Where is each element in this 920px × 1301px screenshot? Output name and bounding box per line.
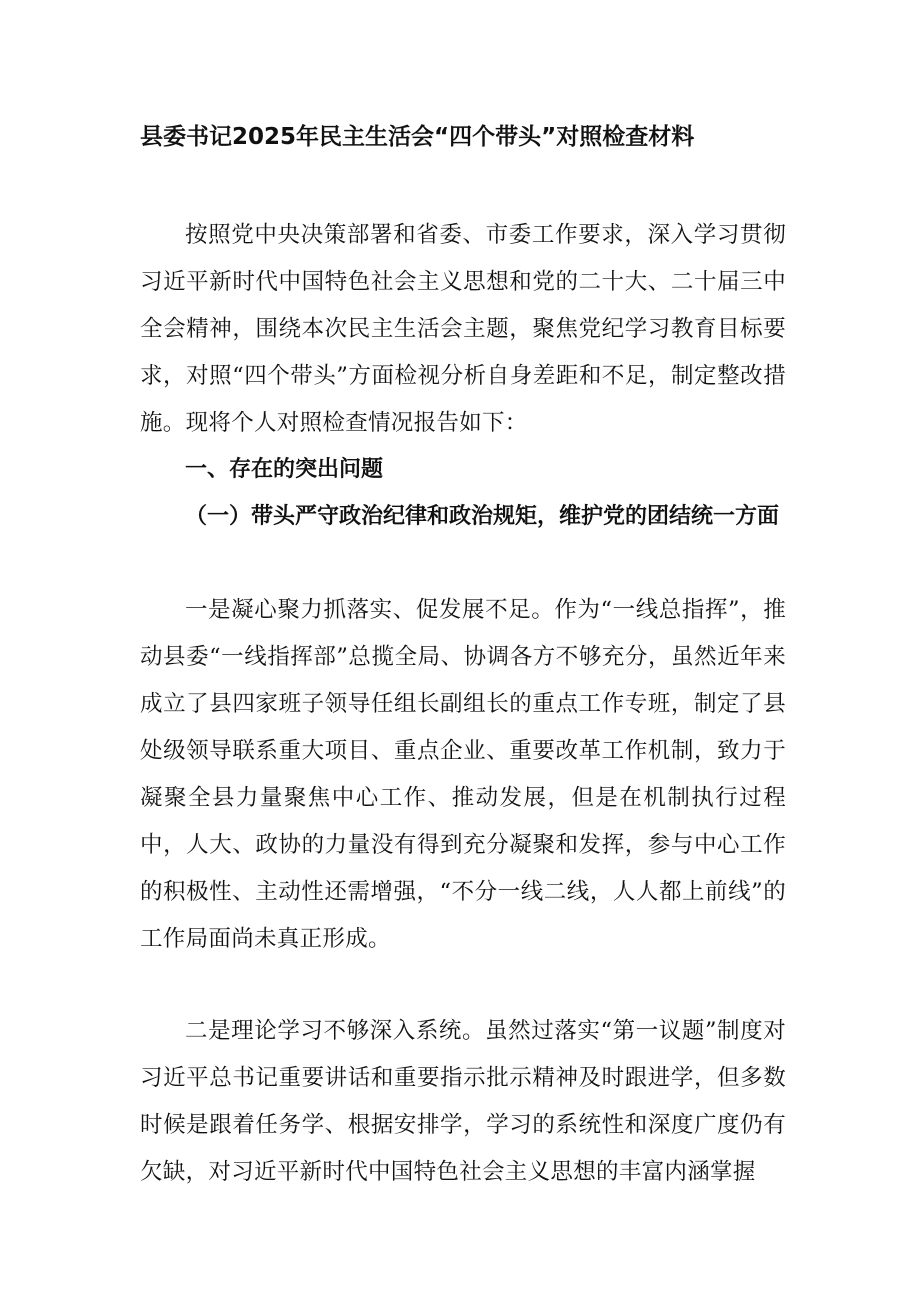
subsection-heading: （一）带头严守政治纪律和政治规矩，维护党的团结统一方面	[185, 504, 780, 529]
body-paragraph-2: 二是理论学习不够深入系统。虽然过落实“第一议题”制度对习近平总书记重要讲话和重要指示批示精神及时跟进学，但多数时候是跟着任务学、根据安排学，学习的系统性和深度广度仍有欠缺，对习近平新时代中国特色社会主义思想的丰富内涵掌握	[140, 1018, 786, 1185]
document-title: 县委书记2025年民主生活会“四个带头”对照检查材料	[140, 124, 695, 150]
intro-paragraph: 按照党中央决策部署和省委、市委工作要求，深入学习贯彻习近平新时代中国特色社会主义思想和党的二十大、二十届三中全会精神，围绕本次民主生活会主题，聚焦党纪学习教育目标要求，对照“四个带头”方面检视分析自身差距和不足，制定整改措施。现将个人对照检查情况报告如下：	[140, 222, 786, 436]
body-paragraph-1: 一是凝心聚力抓落实、促发展不足。作为“一线总指挥”，推动县委“一线指挥部”总揽全局、协调各方不够充分，虽然近年来成立了县四家班子领导任组长副组长的重点工作专班，制定了县处级领导联系重大项目、重点企业、重要改革工作机制，致力于凝聚全县力量聚焦中心工作、推动发展，但是在机制执行过程中，人大、政协的力量没有得到充分凝聚和发挥，参与中心工作的积极性、主动性还需增强，“不分一线二线，人人都上前线”的工作局面尚未真正形成。	[140, 597, 786, 952]
section-heading: 一、存在的突出问题	[185, 457, 384, 482]
